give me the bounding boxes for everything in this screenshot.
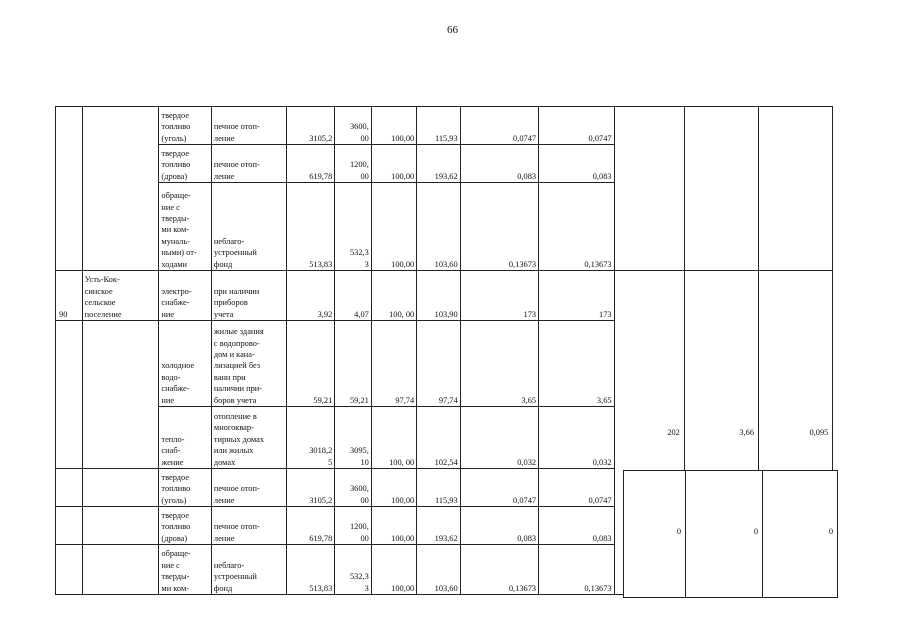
table-row: обраще- ние с тверды- ми ком- муналь- ными) от- ходами неблаго- устроенный фонд 513,83 532,3 3 100,00 103,60 0,13673 0,13673 xyxy=(56,183,905,271)
summary-value: 3,66 xyxy=(684,271,758,595)
basis-cell: печное отоп- ление xyxy=(211,107,286,145)
summary-value: 0 xyxy=(753,527,758,536)
table-row: твердое топливо (уголь) печное отоп- ление 3105,2 3600, 00 100,00 115,93 0,0747 0,0747 xyxy=(56,107,905,145)
table-row: холодное водо- снабже- ние жилые здания с водопрово- дом и кана- лизацией без ванн при наличии при- боров учета 59,21 59,21 97,74 97,74 3,65 3,65 xyxy=(56,321,905,407)
table-row: твердое топливо (уголь) печное отоп- ление 3105,2 3600, 00 100,00 115,93 0,0747 0,0747 xyxy=(56,469,905,507)
municipality-name: Усть-Кок- синское сельское поселение xyxy=(82,271,159,321)
table-row: твердое топливо (дрова) печное отоп- ление 619,78 1200, 00 100,00 193,62 0,083 0,083 xyxy=(56,507,905,545)
summary-value: 0 xyxy=(828,527,833,536)
summary-block-2 xyxy=(623,470,838,598)
table-row: твердое топливо (дрова) печное отоп- ление 619,78 1200, 00 100,00 193,62 0,083 0,083 xyxy=(56,145,905,183)
table-row: 90 Усть-Кок- синское сельское поселение электро- снабже- ние при наличии приборов учета 3,92 4,07 100, 00 103,90 173 173 202 3,66 0,095 xyxy=(56,271,905,321)
summary-value: 202 xyxy=(614,271,684,595)
page-number: 66 xyxy=(447,24,458,36)
resource-cell: твердое топливо (уголь) xyxy=(159,107,211,145)
row-number: 90 xyxy=(56,271,83,321)
table-row: обраще- ние с тверды- ми ком- неблаго- устроенный фонд 513,83 532,3 3 100,00 103,60 0,13673 0,13673 xyxy=(56,545,905,595)
summary-value: 0 xyxy=(676,527,681,536)
table-row: тепло- снаб- жение отопление в многоквар- тирных домах или жилых домах 3018,2 5 3095, 10 100, 00 102,54 0,032 0,032 xyxy=(56,407,905,469)
summary-value: 0,095 xyxy=(759,271,833,595)
